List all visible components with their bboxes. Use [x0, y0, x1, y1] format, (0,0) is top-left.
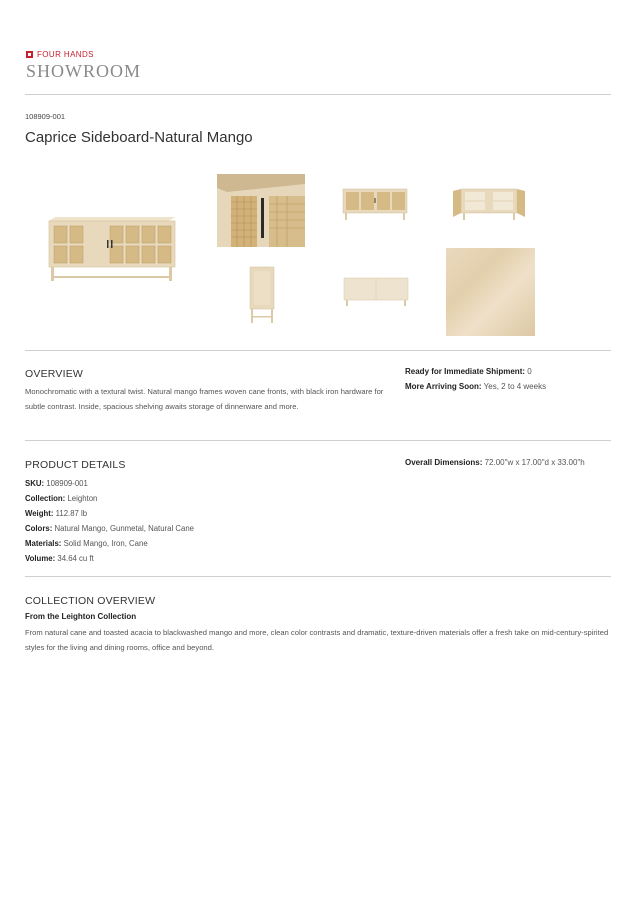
arriving-soon: More Arriving Soon: Yes, 2 to 4 weeks	[405, 382, 547, 391]
detail-volume: Volume: 34.64 cu ft	[25, 554, 94, 563]
brand-name-small: FOUR HANDS	[37, 50, 94, 59]
detail-colors: Colors: Natural Mango, Gunmetal, Natural Cane	[25, 524, 195, 533]
product-details-list	[25, 476, 194, 566]
product-image-closeup	[217, 174, 305, 247]
divider	[25, 576, 611, 577]
product-image-main	[45, 213, 177, 283]
brand-name-large: SHOWROOM	[26, 61, 142, 81]
product-image-front	[341, 185, 409, 221]
product-title: Caprice Sideboard-Natural Mango	[25, 129, 253, 146]
product-image-open	[451, 185, 527, 221]
product-details-heading: PRODUCT DETAILS	[25, 459, 126, 471]
collection-overview-heading: COLLECTION OVERVIEW	[25, 595, 156, 607]
brand-mark-icon	[26, 51, 33, 58]
collection-subheading: From the Leighton Collection	[25, 612, 137, 621]
divider	[25, 94, 611, 95]
overall-dimensions: Overall Dimensions: 72.00"w x 17.00"d x 33.00"h	[405, 458, 585, 467]
overview-heading: OVERVIEW	[25, 368, 84, 380]
divider	[25, 440, 611, 441]
divider	[25, 350, 611, 351]
detail-weight: Weight: 112.87 lb	[25, 509, 88, 518]
product-sku-header: 108909-001	[25, 112, 66, 121]
detail-materials: Materials: Solid Mango, Iron, Cane	[25, 539, 148, 548]
brand-logo	[26, 50, 141, 82]
ready-shipment: Ready for Immediate Shipment: 0	[405, 367, 532, 376]
product-image-side	[246, 263, 278, 324]
detail-collection: Collection: Leighton	[25, 494, 98, 503]
overview-text: Monochromatic with a textural twist. Natural mango frames woven cane fronts, with black iron hardware for subtle contrast. Inside, spacious shelving awaits storage of dinnerware and more.	[25, 387, 384, 411]
product-image-back	[343, 276, 409, 306]
wood-swatch-image	[446, 248, 535, 336]
detail-sku: SKU: 108909-001	[25, 479, 88, 488]
collection-text: From natural cane and toasted acacia to blackwashed mango and more, clean color contrasts and dramatic, texture-driven materials offer a fresh take on mid-century-spirited styles for the living and dining rooms, office and beyond.	[25, 628, 609, 652]
